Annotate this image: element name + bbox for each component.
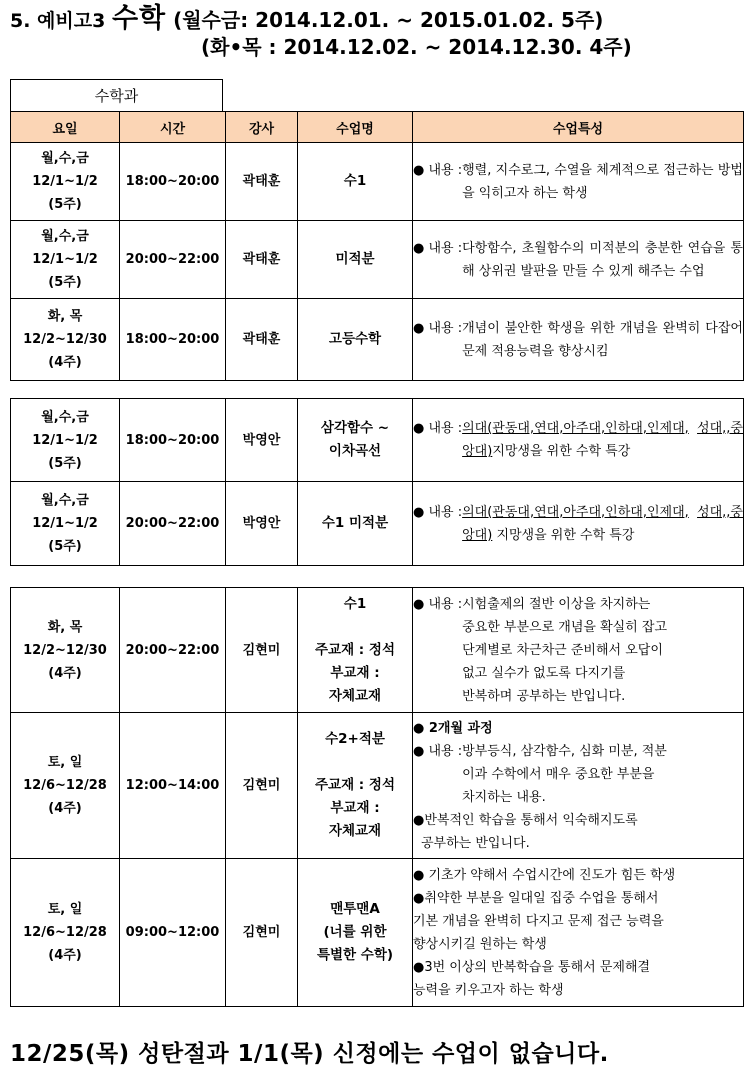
time-cell: 20:00~22:00 [120, 482, 226, 566]
table-row [11, 299, 744, 381]
title-subject: 수학 [111, 3, 167, 34]
time-cell: 18:00~20:00 [120, 299, 226, 381]
table-row [11, 713, 744, 859]
teacher-cell: 곽태훈 [226, 299, 298, 381]
teacher-cell: 박영안 [226, 482, 298, 566]
col-header-course: 수업명 [298, 112, 413, 143]
teacher-cell: 박영안 [226, 399, 298, 482]
title-prefix: 5. 예비고3 [10, 10, 112, 32]
course-cell: 수1 미적분 [298, 482, 413, 566]
table-row [11, 143, 744, 221]
course-cell: 고등수학 [298, 299, 413, 381]
teacher-cell: 곽태훈 [226, 221, 298, 299]
time-cell: 20:00~22:00 [120, 588, 226, 713]
course-cell: 수1 주교재 : 정석 부교재 : 자체교재 [298, 588, 413, 713]
time-cell: 18:00~20:00 [120, 143, 226, 221]
course-cell: 미적분 [298, 221, 413, 299]
table-row [11, 221, 744, 299]
teacher-cell: 김현미 [226, 713, 298, 859]
department-label: 수학과 [10, 79, 223, 111]
desc-cell: ● 내용 : 의대(관동대,연대,아주대,인하대,인제대, 성대,,중앙대) 지망생을 위한 수학 특강 [413, 482, 744, 566]
day-cell: 화, 목 12/2~12/30 (4주) [11, 588, 120, 713]
time-cell: 12:00~14:00 [120, 713, 226, 859]
table-header-row [11, 112, 744, 143]
title-schedule-tt: (화•목 : 2014.12.02. ~ 2014.12.30. 4주) [201, 35, 632, 59]
desc-cell: ● 2개월 과정 ● 내용 : 방부등식, 삼각함수, 심화 미분, 적분 이과 수학에서 매우 중요한 부분을 차지하는 내용. ●반복적인 학습을 통해서 익숙해지도록 공부하는 반입니다. [413, 713, 744, 859]
day-cell: 화, 목 12/2~12/30 (4주) [11, 299, 120, 381]
day-cell: 월,수,금 12/1~1/2 (5주) [11, 221, 120, 299]
desc-cell: ● 내용 : 시험출제의 절반 이상을 차지하는 중요한 부분으로 개념을 확실히 잡고 단계별로 차근차근 준비해서 오답이 없고 실수가 없도록 다지기를 반복하며 공부하는 반입니다. [413, 588, 744, 713]
table-row [11, 859, 744, 1007]
desc-cell: ● 내용 : 개념이 불안한 학생을 위한 개념을 완벽히 다잡어 문제 적용능력을 향상시킴 [413, 299, 744, 381]
holiday-notice: 12/25(목) 성탄절과 1/1(목) 신정에는 수업이 없습니다. [10, 1041, 609, 1067]
day-cell: 토, 일 12/6~12/28 (4주) [11, 713, 120, 859]
time-cell: 20:00~22:00 [120, 221, 226, 299]
title-schedule-mwf: (월수금: 2014.12.01. ~ 2015.01.02. 5주) [166, 8, 604, 32]
col-header-desc: 수업특성 [413, 112, 744, 143]
time-cell: 18:00~20:00 [120, 399, 226, 482]
col-header-teacher: 강사 [226, 112, 298, 143]
teacher-cell: 김현미 [226, 859, 298, 1007]
day-cell: 월,수,금 12/1~1/2 (5주) [11, 482, 120, 566]
desc-cell: ● 내용 : 의대(관동대,연대,아주대,인하대,인제대, 성대,,중앙대)지망생을 위한 수학 특강 [413, 399, 744, 482]
schedule-table-a [10, 111, 744, 381]
course-cell: 맨투맨A (너를 위한 특별한 수학) [298, 859, 413, 1007]
schedule-table-b [10, 398, 744, 566]
course-cell: 삼각함수 ~ 이차곡선 [298, 399, 413, 482]
schedule-table-c [10, 587, 744, 1007]
table-row [11, 588, 744, 713]
table-row [11, 482, 744, 566]
time-cell: 09:00~12:00 [120, 859, 226, 1007]
page-title-line1 [10, 3, 604, 34]
desc-cell: ● 기초가 약해서 수업시간에 진도가 힘든 학생 ●취약한 부분을 일대일 집중 수업을 통해서 기본 개념을 완벽히 다지고 문제 접근 능력을 향상시키길 원하는 학생 ●3번 이상의 반복학습을 통해서 문제해결 능력을 키우고자 하는 학생 [413, 859, 744, 1007]
col-header-day: 요일 [11, 112, 120, 143]
teacher-cell: 김현미 [226, 588, 298, 713]
day-cell: 월,수,금 12/1~1/2 (5주) [11, 143, 120, 221]
table-row [11, 399, 744, 482]
desc-cell: ● 내용 : 다항함수, 초월함수의 미적분의 충분한 연습을 통해 상위권 발판을 만들 수 있게 해주는 수업 [413, 221, 744, 299]
day-cell: 월,수,금 12/1~1/2 (5주) [11, 399, 120, 482]
desc-cell: ● 내용 : 행렬, 지수로그, 수열을 체계적으로 접근하는 방법을 익히고자 하는 학생 [413, 143, 744, 221]
day-cell: 토, 일 12/6~12/28 (4주) [11, 859, 120, 1007]
course-cell: 수1 [298, 143, 413, 221]
teacher-cell: 곽태훈 [226, 143, 298, 221]
course-cell: 수2+적분 주교재 : 정석 부교재 : 자체교재 [298, 713, 413, 859]
col-header-time: 시간 [120, 112, 226, 143]
